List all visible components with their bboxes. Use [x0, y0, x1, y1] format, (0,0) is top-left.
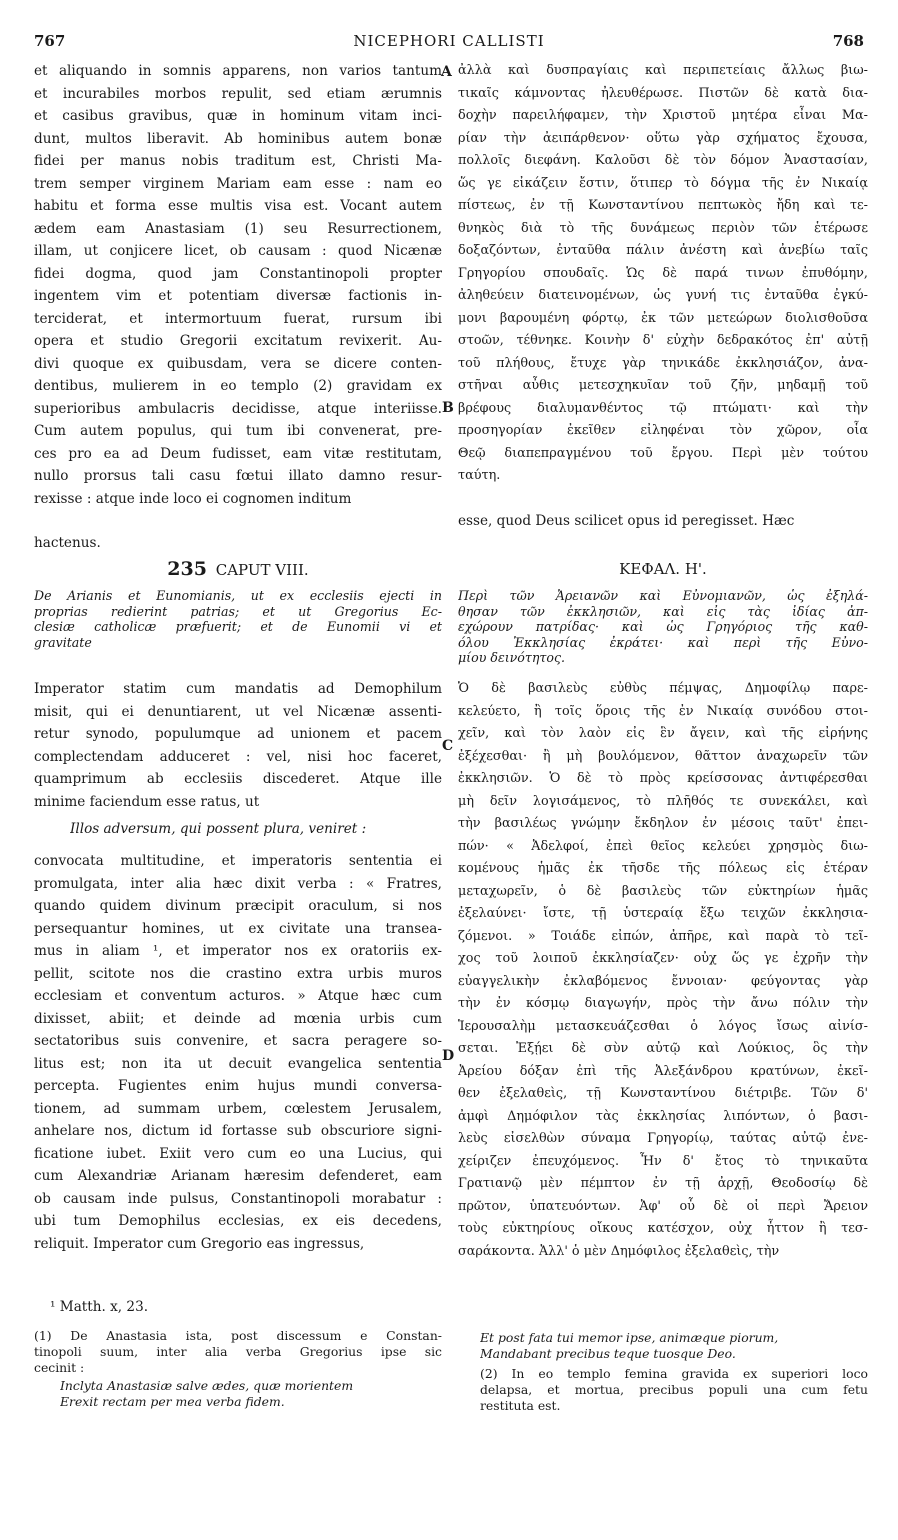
- text-line: ob causam inde pulsus, Constantinopoli morabatur :: [34, 1190, 442, 1207]
- text-line: terciderat, et intermortuum fuerat, rursum ibi: [34, 310, 442, 327]
- marker-d: D: [442, 1048, 455, 1064]
- text-line: ρίαν τὴν ἀειπάρθενον· οὕτω γὰρ σχήματος ἔχουσα,: [458, 130, 868, 146]
- text-line: Ἀρείου δόξαν ἐπὶ τῆς Ἀλεξάνδρου κρατύνων, ἐκεῖ-: [458, 1063, 868, 1079]
- text-line: minime faciendum esse ratus, ut: [34, 793, 260, 810]
- text-line: μίου δεινότητος.: [458, 650, 565, 665]
- text-line: opera et studio Gregorii excitatum revixerit. Au-: [34, 333, 442, 349]
- text-line: ταύτη.: [458, 468, 501, 483]
- text-line: dentibus, mulierem in eo templo (2) gravidam ex: [34, 378, 442, 394]
- text-line: χος τοῦ λοιποῦ ἐκκλησίαζεν· οὐχ ὥς γε ἐχρῆν τὴν: [458, 951, 868, 966]
- text-line: reliquit. Imperator cum Gregorio eas ingressus,: [34, 1235, 365, 1252]
- text-line: κελεύετο, ἢ τοῖς ὅροις τῆς ἐν Νικαίᾳ συνόδου στοι-: [458, 703, 868, 719]
- text-line: et incurabiles morbos repulit, sed etiam ærumnis: [34, 85, 442, 102]
- text-line: Ἱερουσαλὴμ μετασκευάζεσθαι ὁ λόγος ἴσως αἰνίσ-: [458, 1018, 868, 1034]
- text-line: convocata multitudine, et imperatoris sententia ei: [34, 853, 442, 869]
- text-line: complectendam adduceret : vel, nisi hoc faceret,: [34, 748, 442, 765]
- text-line: ἀλλὰ καὶ δυσπραγίαις καὶ περιπετείαις ἄλλως βιω-: [458, 63, 868, 78]
- column-number: 235: [167, 558, 207, 580]
- latin-verse-quote: [70, 818, 442, 841]
- text-line: πρῶτον, ὑπατευόντων. Ἀφ' οὗ δὲ οἱ περὶ Ἄρειον: [458, 1198, 868, 1214]
- text-line: Γρατιανῷ μὲν πέμπτον ἐν τῇ ἀρχῇ, Θεοδοσίῳ δὲ: [458, 1176, 868, 1191]
- hactenus-line: [34, 532, 442, 555]
- text-line: cum Alexandriæ Arianam hæresim defenderet, eam: [34, 1168, 442, 1184]
- text-line: promulgata, inter alia hæc dixit verba : « Fratres,: [34, 875, 442, 892]
- caput-heading-latin: [34, 558, 442, 580]
- latin-body-part-1: [34, 678, 442, 813]
- running-header: [34, 32, 864, 56]
- text-line: percepta. Fugientes enim hujus mundi conversa-: [34, 1078, 442, 1094]
- marker-a: A: [441, 64, 452, 80]
- text-line: divi quoque ex quibusdam, vera se dicere conten-: [34, 355, 442, 372]
- text-line: θνηκὸς διὰ τὸ τῆς δυνάμεως περιὸν τῶν ἑτέρωσε: [458, 220, 868, 236]
- text-line: τοῦ πλήθους, ἔτυχε γὰρ τηνικάδε ἐκκλησιάζον, ἀνα-: [458, 355, 868, 371]
- text-line: illam, ut conjicere licet, ob causam : quod Nicænæ: [34, 243, 442, 259]
- caput-heading-greek: [458, 560, 868, 578]
- text-line: ubi tum Demophilus ecclesias, ex eis decedens,: [34, 1213, 442, 1229]
- text-line: πών· « Ἀδελφοί, ἐπεὶ θεῖος κελεύει χρησμὸς διω-: [458, 838, 868, 854]
- text-line: tinopoli suum, inter alia verba Gregorius ipse sic: [34, 1344, 442, 1359]
- text-line: Mandabant precibus teque tuosque Deo.: [480, 1346, 736, 1361]
- verse-line: Illos adversum, qui possent plura, veniret :: [70, 821, 367, 837]
- text-line: Ὁ δὲ βασιλεὺς εὐθὺς πέμψας, Δημοφίλῳ παρε-: [458, 681, 868, 696]
- text-line: pellit, scitote nos die crastino extra urbis muros: [34, 965, 442, 982]
- text-line: fidei dogma, quod jam Constantinopoli propter: [34, 265, 442, 282]
- text-line: λεὺς εἰσελθὼν σύναμα Γρηγορίῳ, ταύτας αὐτῷ ἐνε-: [458, 1131, 868, 1146]
- text-line: Et post fata tui memor ipse, animæque piorum,: [480, 1330, 779, 1345]
- text-line: στοῶν, τέθνηκε. Κοινὴν δ' εὐχὴν δεδρακότος ἐπ' αὐτῇ: [458, 333, 868, 348]
- text-line: τὴν βασιλέως γνώμην ἔκδηλον ἐν μέσοις ταῦτ' ἐπει-: [458, 816, 868, 831]
- text-line: superioribus ambulacris decidisse, atque interiisse.: [34, 400, 442, 417]
- text-line: Θεῷ διαπεπραγμένου τοῦ ἔργου. Περὶ μὲν τούτου: [458, 445, 868, 461]
- text-line: πίστεως, ἐν τῇ Κωνσταντίνου πεπτωκὸς ἤδη καὶ τε-: [458, 198, 868, 213]
- text-line: rexisse : atque inde loco ei cognomen inditum: [34, 490, 352, 507]
- text-line: ἀληθεύειν διατεινομένων, ὡς γυνή τις ἐνταῦθα ἐγκύ-: [458, 288, 868, 303]
- footnote-matth: ¹ Matth. x, 23.: [50, 1299, 149, 1315]
- text-line: litus est; non ita ut decuit evangelica sententia: [34, 1055, 442, 1072]
- text-line: Erexit rectam per mea verba fidem.: [60, 1394, 285, 1409]
- page-number-right: 768: [832, 32, 864, 50]
- text-line: ecclesiam et conventum acturos. » Atque hæc cum: [34, 988, 442, 1004]
- right-endnote-verse: [480, 1330, 868, 1362]
- text-line: cecinit :: [34, 1360, 85, 1375]
- text-line: χείριζεν ἐπευχόμενος. Ἦν δ' ἔτος τὸ τηνικαῦτα: [458, 1153, 868, 1169]
- text-line: εὐαγγελικὴν ἐκλαβόμενος ἔννοιαν· φεύγοντας γὰρ: [458, 973, 868, 989]
- continuation-text: esse, quod Deus scilicet opus id peregisset. Hæc: [458, 513, 795, 529]
- text-line: quando quidem divinum præcipit oraculum, si nos: [34, 898, 442, 914]
- text-line: quamprimum ab ecclesiis discederet. Atque ille: [34, 771, 442, 787]
- text-line: Imperator statim cum mandatis ad Demophilum: [34, 681, 442, 697]
- latin-chapter-summary: [34, 588, 442, 650]
- text-line: (2) In eo templo femina gravida ex superiori loco: [480, 1366, 868, 1381]
- text-line: et aliquando in somnis apparens, non varios tantum: [34, 63, 442, 79]
- text-line: ἐξέχεσθαι· ἢ μὴ βουλόμενον, θᾶττον ἀναχωρεῖν τῶν: [458, 748, 868, 764]
- text-line: sectatoribus suis convenire, et sacra peragere so-: [34, 1033, 442, 1049]
- caput-title: CAPUT VIII.: [215, 561, 309, 579]
- text-line: τὴν ἐν κόσμῳ διαγωγήν, πρὸς τὴν ἄνω πόλιν τὴν: [458, 996, 868, 1011]
- text-line: Περὶ τῶν Ἀρειανῶν καὶ Εὐνομιανῶν, ὡς ἐξηλά-: [458, 588, 868, 603]
- text-line: ἐκκλησιῶν. Ὁ δὲ τὸ πρὸς κρείσσονας ἀντιφέρεσθαι: [458, 771, 868, 786]
- text-line: ædem eam Anastasiam (1) seu Resurrectionem,: [34, 220, 442, 237]
- text-line: ὥς γε εἰκάζειν ἔστιν, ὅτιπερ τὸ δόγμα τῆς ἐν Νικαίᾳ: [458, 175, 868, 191]
- text-line: εχώρουν πατρίδας· καὶ ὡς Γρηγόριος τῆς καθ-: [458, 619, 868, 634]
- text-line: misit, qui ei denuntiarent, ut vel Nicænæ assenti-: [34, 703, 442, 720]
- text-line: ἀμφὶ Δημόφιλον τὰς ἐκκλησίας λιπόντων, ὁ βασι-: [458, 1108, 868, 1124]
- text-line: De Arianis et Eunomianis, ut ex ecclesiis ejecti in: [34, 588, 442, 603]
- marker-c: C: [442, 738, 454, 754]
- text-line: (1) De Anastasia ista, post discessum e Constan-: [34, 1328, 442, 1343]
- text-line: Inclyta Anastasiæ salve ædes, quæ morientem: [60, 1378, 354, 1393]
- text-line: μὴ δεῖν λογισάμενος, τὸ πλῆθός τε συνεκάλει, καὶ: [458, 793, 868, 809]
- text-line: τικαῖς κάμνοντας ἠλευθέρωσε. Πιστῶν δὲ κατὰ δια-: [458, 85, 868, 101]
- left-endnotes: [34, 1328, 442, 1376]
- latin-body-part-2: [34, 850, 442, 1255]
- marker-b: B: [442, 400, 454, 416]
- text-line: anhelare nos, dictum id fortasse sub obscuriore signi-: [34, 1123, 442, 1139]
- text-line: dunt, multos liberavit. Ab hominibus autem bonæ: [34, 130, 442, 147]
- text-line: dixisset, abiit; et deinde ad mœnia urbis cum: [34, 1010, 442, 1027]
- text-line: ἐξελαύνει· ἴστε, τῇ ὑστεραίᾳ ἔξω τειχῶν ἐκκλησια-: [458, 906, 868, 921]
- text-line: ingentem vim et potentiam diversæ factionis in-: [34, 288, 442, 304]
- text-line: Cum autem populus, qui tum ibi convenerat, pre-: [34, 423, 442, 439]
- text-line: fidei per manus nobis traditum est, Christi Ma-: [34, 153, 442, 169]
- text-line: δοξαζόντων, ἐνταῦθα πάλιν ἀνέστη καὶ ἀνεβίω ταῖς: [458, 243, 868, 258]
- text-line: θεν ἐξελαθεὶς, τῇ Κωνσταντίνου διέτριβε. Τῶν δ': [458, 1086, 868, 1101]
- text-line: Γρηγορίου σπουδαῖς. Ὡς δὲ παρά τινων ἐπυθόμην,: [458, 265, 868, 281]
- running-title: NICEPHORI CALLISTI: [353, 32, 545, 50]
- text-line: δοχὴν παρειλήφαμεν, τὴν Χριστοῦ μητέρα εἶναι Μα-: [458, 108, 868, 123]
- text-line: ficatione iubet. Exiit vero cum eo una Lucius, qui: [34, 1145, 442, 1162]
- continuation-line: [458, 510, 868, 533]
- right-endnotes: [480, 1366, 868, 1414]
- text-line: nullo prorsus tali casu fœtui illato damno resur-: [34, 468, 442, 484]
- text-line: persequantur homines, ut ex civitate una transea-: [34, 920, 442, 937]
- text-line: κομένους ἡμᾶς ἐκ τῆσδε τῆς πόλεως εἰς ἑτέραν: [458, 861, 868, 876]
- page-number-left: 767: [34, 32, 66, 50]
- text-line: μεταχωρεῖν, ὁ δὲ βασιλεὺς τῶν εὐκτηρίων ἡμᾶς: [458, 883, 868, 899]
- text-line: mus in aliam ¹, et imperator nos ex oratoriis ex-: [34, 943, 442, 959]
- text-line: στῆναι αὖθις μετεσχηκυῖαν τοῦ ζῆν, μηδαμῇ τοῦ: [458, 378, 868, 393]
- top-right-greek-column: [458, 60, 868, 488]
- text-line: ces pro ea ad Deum fudisset, eam vitæ restitutam,: [34, 445, 442, 462]
- text-line: proprias redierint patrias; et ut Gregorius Ec-: [34, 603, 442, 619]
- text-line: gravitate: [34, 634, 92, 650]
- text-line: θησαν τῶν ἐκκλησιῶν, καὶ εἰς τὰς ἰδίας ἀπ-: [458, 603, 868, 619]
- kephal-title: ΚΕΦΑΛ. Η'.: [619, 560, 707, 578]
- text-line: όλου Ἐκκλησίας ἐκράτει· καὶ περὶ τῆς Εὐνο-: [458, 634, 868, 650]
- text-line: σαράκοντα. Ἀλλ' ὁ μὲν Δημόφιλος ἐξελαθεὶς, τὴν: [458, 1243, 780, 1259]
- greek-chapter-summary: [458, 588, 868, 666]
- text-line: χεῖν, καὶ τὸν λαὸν εἰς ἓν ἄγειν, καὶ τῆς εἰρήνης: [458, 726, 868, 741]
- text-line: tionem, ad summam urbem, cœlestem Jerusalem,: [34, 1100, 442, 1117]
- text-line: trem semper virginem Mariam eam esse : nam eo: [34, 175, 442, 192]
- text-line: βρέφους διαλυμανθέντος τῷ πτώματι· καὶ τὴν: [458, 400, 868, 416]
- text-line: habitu et forma esse multis visa est. Vocant autem: [34, 198, 442, 214]
- footnote-reference: [50, 1296, 442, 1319]
- greek-body: [458, 678, 868, 1263]
- text-line: et casibus gravibus, quæ in hominum vitam inci-: [34, 108, 442, 124]
- text-line: πολλοῖς διεφάνη. Καλοῦσι δὲ τὸν δόμον Ἀναστασίαν,: [458, 153, 868, 168]
- top-left-latin-column: [34, 60, 442, 510]
- text-line: προσηγορίαν ἐκεῖθεν εἰληφέναι τὸν χῶρον, οἷα: [458, 423, 868, 438]
- text-line: σεται. Ἐξῄει δὲ σὺν αὐτῷ καὶ Λούκιος, ὃς τὴν: [458, 1041, 868, 1056]
- text-line: μονι βαρουμένη φόρτῳ, ἐκ τῶν μετεώρων διολισθοῦσα: [458, 310, 868, 326]
- text-line: ζόμενοι. » Τοιάδε εἰπών, ἀπῆρε, καὶ παρὰ τὸ τεῖ-: [458, 928, 868, 944]
- left-endnote-verse: [60, 1378, 442, 1410]
- text-line: retur synodo, populumque ad unionem et pacem: [34, 726, 442, 742]
- hactenus-text: hactenus.: [34, 535, 101, 551]
- text-line: delapsa, et mortua, precibus populi una cum fetu: [480, 1382, 868, 1397]
- text-line: τοὺς εὐκτηρίους οἴκους κατέσχον, οὐχ ἧττον ἢ τεσ-: [458, 1221, 868, 1236]
- text-line: clesiæ catholicæ præfuerit; et de Eunomii vi et: [34, 619, 442, 634]
- text-line: restituta est.: [480, 1398, 561, 1413]
